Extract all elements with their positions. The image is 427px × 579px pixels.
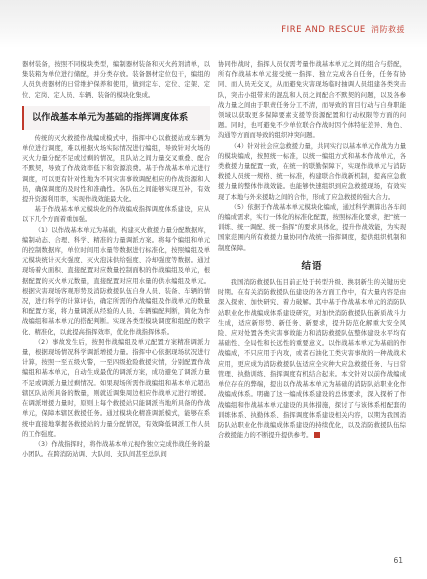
header-title-zh: 消防救援: [371, 25, 405, 34]
end-mark-icon: [314, 432, 320, 438]
paragraph: 基于作战基本单元模块化的作战编成指挥调度体系建设，应从以下几个方面着重加强。: [22, 206, 210, 224]
paragraph: [218, 278, 406, 441]
section-heading: 以作战基本单元为基础的指挥调度体系: [22, 106, 210, 130]
paragraph: 协同作战时，指挥人员仅需考量作战基本单元之间的组合与搭配，所有作战基本单元接受统一指挥、独立完成各自任务，任务有协同、而人员无交叉，从而避免灾害现场临时抽调人员组建各类突击队，突击小组带来的混乱和人员之间配合不默契的问题，以及各参战力量之间由于职责任务分工不清，而导致的盲目行动与自身职能领域以获取更多保障要素支援等资源配置和行动权限等方面的问题。同时，也可避免不少单位联合作战时因个体特征差异、角色、沟通等方面而导致的组织冲突问题。: [218, 61, 406, 140]
magazine-header: [281, 24, 405, 35]
paragraph: （1）以作战基本单元为基础，构建灭火救援力量分配数据库，编制动态、合理、科学、精准的力量调派方案。将每个编组和单元的控制数据库，单位时间用水量等数据进行标准化，按照编组及单元模块统计灭火强度、灭火泡沫供给强度、冷却强度等数据。通过现场着火面积、直接配置对应数量控制面积的作战编组及单元，根据配置的灭火单元数量，直接配置对应用水量的供水编组及单元。根据灾害现场客观形势及消防救援队伍自身人员、装备、车辆的情况，进行科学的计算评估，确定所需的作战编组及作战单元的数量和配置方案，将力量调派从经验的人员、车辆编配判断，简化为作战编组和基本单元的搭配判断。实现各类型模块调度和组配的数字化、精准化，以此提高指挥效率，优化作战指挥体系。: [22, 226, 210, 336]
right-column: [218, 60, 406, 441]
conclusion-heading: 结语: [301, 260, 323, 272]
paragraph: （4）针对社会应急救援力量，共同实行以基本单元作战为力量的模块编成，按照统一标准，以统一编组方式和基本作战单元，各类救援力量配置一致，在统一的联勤保障下，实现作战单元与消防救援人员统一规格、统一标准，构建联合作战新机制，提高应急救援力量的整体作战效能。也能够快速组织到应急救援现场，有效实现了本地与外来援助之间的合作，形成了应急救援的强大合力。: [218, 142, 406, 201]
conclusion-text: 我国消防救援队伍目前正处于转型升级、换羽新生的关键历史时期。在有关消防救援队伍建设的各方面工作中，有大量内容是由深入探索、加快研究、着力破解。其中基于作战基本单元的消防队站职业化作战编成体系建设研究，对加快消防救援队伍新质战斗力生成，适应新形势、新任务、新要求，提升防范化解重大安全风险、应对处置各类灾害事故能力和消防救援队伍整体建设水平均有基础性、全局性和长远性的重要意义。以作战基本单元为基础的作战编成，不只应用于内攻，或者石油化工类灾害事故的一种战战术应用，更应成为消防救援队伍适应全灾种大应急救援任务、与日常管理、执勤训练、指挥调度有机结合起来。本文针对以前作战编成单位存在的弊端，提出以作战基本单元为基础的消防队站职业化作战编成体系。明确了这一编成体系建设的总体要求，深入探析了作战编组和作战基本单元建设的具体措施，探讨了与该体系相配套的训练体系、执勤体系、指挥调度体系建设相关内容，以期为我国消防队站职业化作战编成体系建设的持续优化，以及消防救援队伍综合救援能力的不断提升提供参考。: [218, 279, 406, 440]
paragraph: 器材装备，按照不同模块类型，编制器材装备和灭火药剂清单，以集装箱为单位进行储配，并分类存放。装备器材定位包干，编组的人员负责器材的日常维护保养和使用，做到定车、定位、定架、定位、定岗、定人员、车辆、装备的模块化集成。: [22, 61, 210, 99]
paragraph: 传统的灭火救援作战编成模式中，指挥中心以救援站或车辆为单位进行调度，难以根据火场实际情况进行编组，导致针对火场的灭火力量分配不足或过剩的情况，且队站之间力量交叉重叠、配合不默契，导致了作战效率低下和资源浪费。基于作战基本单元进行调度，可以更有针对性地为不同灾害事故调配相应的作战资源和人员，确保调度的及时性和准确性。各队伍之间能够实现互补，有效提升资源利用率，实现作战效能最大化。: [22, 134, 210, 204]
paragraph: （2）事故发生后，按照作战编组及单元配置方案精准调派力量，根据现场情况科学调派增援力量。指挥中心依据现场状况进行计算，按照一至五级火警，一至四级抢险救援灾情，分别配置作战编组和基本单元，自动生成最优的调派方案，成功避免了调派力量不足或调派力量过剩情况。如果现场所需作战编组和基本单元超出辖区队站所具备的数量，则就近调集周边相应作战单元进行增援。在调派增援力量时，原则上每个救援站只能调派当地所具备的作战单元，保障本辖区救援任务。通过模块化精准调派模式，能够在系统中直接地掌握各救援站的力量分配情况，有效降低调派工作人员的工作强度。: [22, 338, 210, 438]
header-title-en: FIRE AND RESCUE: [281, 25, 366, 35]
left-column: [22, 60, 210, 460]
paragraph: （3）作战指挥时，将作战基本单元视作独立完成作战任务的最小团队。在跨消防站调、大队间、支队间甚至总队间: [22, 440, 210, 459]
paragraph: （5）依据于作战基本单元模块化编成，通过科学测算出各车间的编成需求，实行一体化的标准化配置，按照标准化要求，把“统一训练、统一调配、统一指挥”的要求具体化，提升作战效能，为实现国家范围内所有救援力量协同作战统一指挥调度，提供组织机制和制度保障。: [218, 203, 406, 252]
page-number: 61: [393, 556, 403, 565]
